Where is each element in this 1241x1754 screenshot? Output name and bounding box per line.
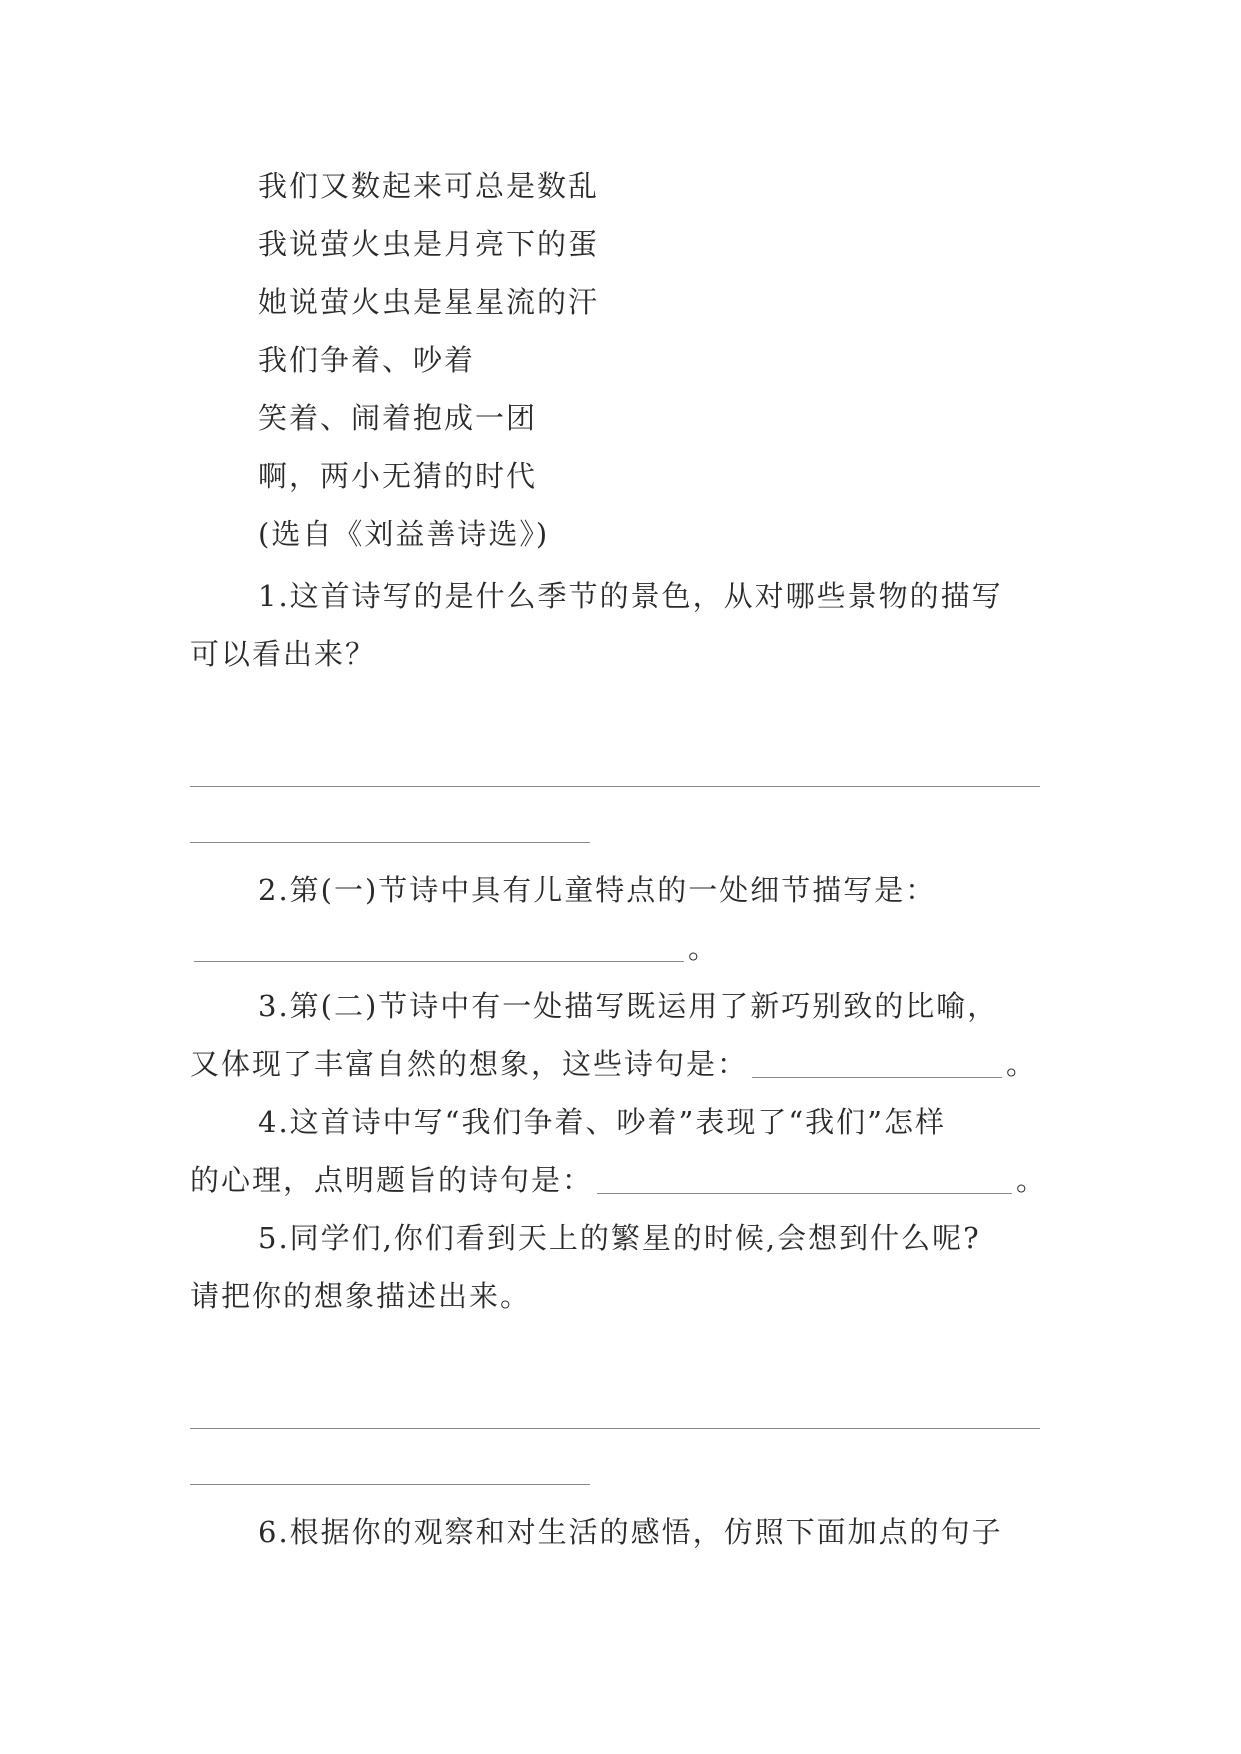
question-6-line-1: 6.根据你的观察和对生活的感悟，仿照下面加点的句子 [258,1515,1003,1549]
answer-blank-2[interactable] [194,960,684,962]
question-5-line-1: 5.同学们,你们看到天上的繁星的时候,会想到什么呢? [258,1221,981,1255]
poem-line-6: 啊，两小无猜的时代 [258,459,538,493]
poem-source: (选自《刘益善诗选》) [258,517,550,551]
answer-blank-4[interactable] [597,1192,1012,1194]
question-3-text: 又体现了丰富自然的想象，这些诗句是： [190,1047,749,1081]
question-3-line-1: 3.第(二)节诗中有一处描写既运用了新巧别致的比喻， [258,989,999,1023]
question-4-end: 。 [1016,1163,1048,1197]
question-5-line-2: 请把你的想象描述出来。 [190,1279,532,1313]
question-2-end: 。 [688,931,720,965]
question-4-line-2 [190,1163,1048,1197]
question-4-line-1: 4.这首诗中写“我们争着、吵着”表现了“我们”怎样 [258,1105,946,1139]
answer-line-1b[interactable] [190,842,590,843]
answer-line-1a[interactable] [190,786,1040,787]
question-4-text: 的心理，点明题旨的诗句是： [190,1163,594,1197]
question-2-line-1: 2.第(一)节诗中具有儿童特点的一处细节描写是： [258,873,937,907]
poem-line-4: 我们争着、吵着 [258,343,476,377]
poem-line-5: 笑着、闹着抱成一团 [258,401,538,435]
answer-line-5b[interactable] [190,1484,590,1485]
question-1-line-2: 可以看出来？ [190,637,377,671]
poem-line-2: 我说萤火虫是月亮下的蛋 [258,227,600,261]
poem-line-3: 她说萤火虫是星星流的汗 [258,285,600,319]
answer-blank-3[interactable] [752,1076,1002,1078]
question-1-line-1: 1.这首诗写的是什么季节的景色，从对哪些景物的描写 [258,579,1003,613]
question-2-line-2 [190,931,720,965]
poem-line-1: 我们又数起来可总是数乱 [258,169,600,203]
question-3-end: 。 [1006,1047,1038,1081]
answer-line-5a[interactable] [190,1428,1040,1429]
question-3-line-2 [190,1047,1038,1081]
